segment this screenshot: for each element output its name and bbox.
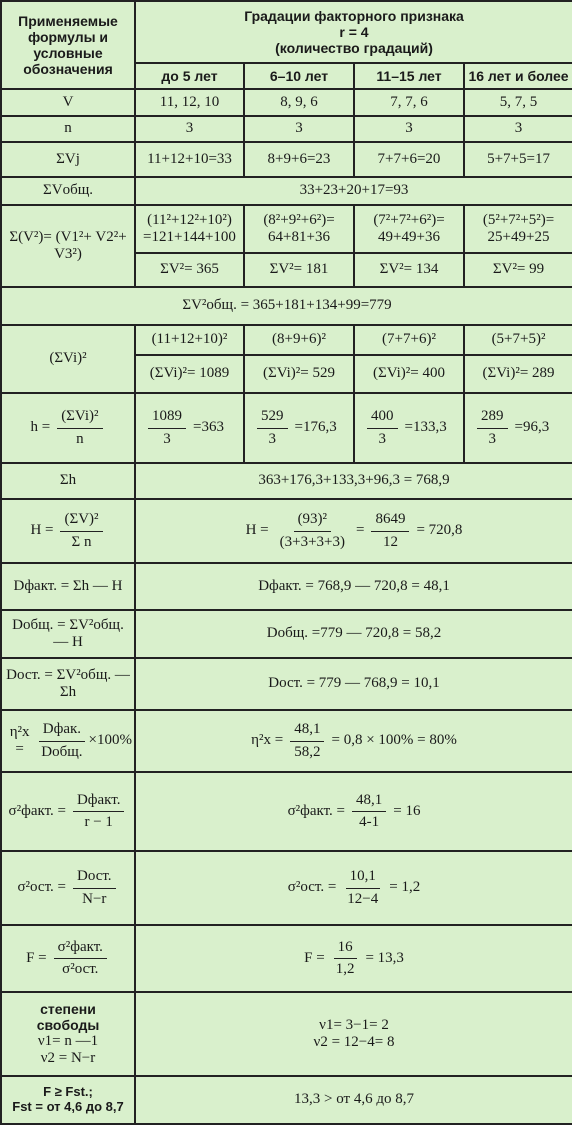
F-value	[135, 925, 572, 992]
cell-sumVi2-res-1: (ΣVi)²= 1089	[135, 355, 244, 393]
cell-n-1: 3	[135, 116, 244, 142]
h-den-4: 3	[488, 430, 496, 447]
formulas-header: Применяемые формулы и условные обозначения	[1, 1, 135, 89]
sost-lhs: σ²ост. =	[287, 879, 337, 896]
row-label-n: n	[1, 116, 135, 142]
sost-label-den: N−r	[82, 890, 107, 907]
h-label-num: (ΣVi)²	[57, 408, 102, 428]
row-label-sfact	[1, 772, 135, 851]
cell-V-3: 7, 7, 6	[354, 89, 464, 116]
row-label-sumVtot: ΣVобщ.	[1, 177, 135, 205]
eta-den: 58,2	[294, 743, 321, 760]
cell-sumV2-expr-1: (11²+12²+10²) =121+144+100	[135, 205, 244, 253]
row-label-h	[1, 393, 135, 463]
H-label-num: (ΣV)²	[60, 511, 102, 531]
Dfact-value: Dфакт. = 768,9 — 720,8 = 48,1	[135, 563, 572, 610]
h-num-3: 400	[367, 408, 398, 428]
cell-sumV2-expr-2: (8²+9²+6²)= 64+81+36	[244, 205, 354, 253]
sost-label-num: Dост.	[73, 868, 116, 888]
dof-label-4: ν2 = N−r	[40, 1050, 96, 1067]
row-label-sumh: Σh	[1, 463, 135, 499]
cell-h-3	[354, 393, 464, 463]
h-den-2: 3	[268, 430, 276, 447]
h-num-4: 289	[477, 408, 508, 428]
row-label-F	[1, 925, 135, 992]
row-label-sumV2: Σ(V²)= (V1²+ V2²+ V3²)	[1, 205, 135, 287]
cell-sumV2-res-3: ΣV²= 134	[354, 253, 464, 287]
F-res: = 13,3	[365, 949, 404, 966]
cell-sumVi2-expr-3: (7+7+6)²	[354, 325, 464, 355]
cell-sumVi2-res-3: (ΣVi)²= 400	[354, 355, 464, 393]
cell-sumV2-res-4: ΣV²= 99	[464, 253, 572, 287]
F-num: 16	[334, 939, 357, 959]
fst-label-1: F ≥ Fst.;	[43, 1084, 93, 1100]
factor-header	[135, 1, 572, 63]
sfact-num: 48,1	[352, 792, 386, 812]
cell-h-1	[135, 393, 244, 463]
H-value	[135, 499, 572, 563]
h-den-1: 3	[163, 430, 171, 447]
cell-sumVi2-expr-4: (5+7+5)²	[464, 325, 572, 355]
dof-val-2: ν2 = 12−4= 8	[313, 1034, 395, 1050]
cell-sumVi2-res-2: (ΣVi)²= 529	[244, 355, 354, 393]
eta-label-tail: ×100%	[88, 732, 132, 749]
col-header-1: до 5 лет	[135, 63, 244, 89]
fst-value: 13,3 > от 4,6 до 8,7	[135, 1076, 572, 1124]
cell-h-4	[464, 393, 572, 463]
sumVtot-value: 33+23+20+17=93	[135, 177, 572, 205]
col-header-3: 11–15 лет	[354, 63, 464, 89]
sfact-den: 4-1	[359, 814, 380, 830]
h-label-den: n	[76, 430, 84, 447]
eta-label-den: Dобщ.	[41, 743, 83, 760]
row-label-Dfact: Dфакт. = Σh — H	[1, 563, 135, 610]
sost-res: = 1,2	[389, 879, 421, 896]
col-header-4: 16 лет и более	[464, 63, 572, 89]
row-label-sumVj: ΣVj	[1, 142, 135, 177]
row-label-V: V	[1, 89, 135, 116]
h-num-1: 1089	[148, 408, 186, 428]
row-label-Dost: Dост. = ΣV²общ. — Σh	[1, 658, 135, 710]
F-den: 1,2	[335, 961, 355, 977]
col-header-2: 6–10 лет	[244, 63, 354, 89]
H-lhs: H =	[245, 522, 269, 539]
cell-V-2: 8, 9, 6	[244, 89, 354, 116]
cell-sumV2-expr-4: (5²+7²+5²)= 25+49+25	[464, 205, 572, 253]
eta-res: = 0,8 × 100% = 80%	[331, 732, 457, 749]
sfact-label-den: r − 1	[84, 814, 113, 830]
H-label-lhs: H =	[30, 522, 54, 539]
cell-n-3: 3	[354, 116, 464, 142]
fst-label-2: Fst = от 4,6 до 8,7	[12, 1099, 124, 1114]
row-label-eta	[1, 710, 135, 772]
factor-r: r = 4	[339, 23, 369, 40]
cell-sumVi2-res-4: (ΣVi)²= 289	[464, 355, 572, 393]
cell-sumV2-res-2: ΣV²= 181	[244, 253, 354, 287]
sumh-value: 363+176,3+133,3+96,3 = 768,9	[135, 463, 572, 499]
factor-title: Градации факторного признака	[244, 7, 464, 24]
h-res-3: =133,3	[404, 419, 447, 436]
h-den-3: 3	[378, 430, 386, 447]
sfact-lhs: σ²факт. =	[287, 802, 345, 819]
H-label-den: Σ n	[71, 533, 92, 550]
h-res-2: =176,3	[294, 419, 337, 436]
cell-h-2	[244, 393, 354, 463]
cell-sumVj-4: 5+7+5=17	[464, 142, 572, 177]
cell-n-4: 3	[464, 116, 572, 142]
sost-value	[135, 851, 572, 925]
sumV2tot-value: ΣV²общ. = 365+181+134+99=779	[1, 287, 572, 325]
cell-V-1: 11, 12, 10	[135, 89, 244, 116]
dof-label-1: степени	[40, 1000, 96, 1017]
sost-label-lhs: σ²ост. =	[17, 879, 66, 896]
Dost-value: Dост. = 779 — 768,9 = 10,1	[135, 658, 572, 710]
row-label-sost	[1, 851, 135, 925]
eta-label-num: Dфак.	[39, 721, 85, 741]
cell-sumVj-3: 7+7+6=20	[354, 142, 464, 177]
sfact-res: = 16	[393, 802, 421, 819]
row-label-Dtot: Dобщ. = ΣV²общ. — H	[1, 610, 135, 658]
dof-value	[135, 992, 572, 1076]
F-label-num: σ²факт.	[54, 939, 107, 959]
eta-label-lhs: η²x =	[9, 723, 30, 757]
dof-val-1: ν1= 3−1= 2	[319, 1016, 389, 1033]
cell-V-4: 5, 7, 5	[464, 89, 572, 116]
dof-label-2: свободы	[36, 1016, 100, 1033]
h-label-frac	[57, 408, 102, 448]
sfact-value	[135, 772, 572, 851]
sfact-label-num: Dфакт.	[73, 792, 124, 812]
H-num2: 8649	[371, 511, 409, 531]
eta-num: 48,1	[290, 721, 324, 741]
row-label-sumVi2: (ΣVi)²	[1, 325, 135, 393]
H-den2: 12	[382, 533, 398, 550]
H-eq: =	[356, 522, 365, 539]
h-label-lhs: h =	[30, 419, 51, 436]
cell-sumVi2-expr-1: (11+12+10)²	[135, 325, 244, 355]
row-label-H	[1, 499, 135, 563]
h-num-2: 529	[257, 408, 288, 428]
dof-label-3: ν1= n —1	[37, 1032, 99, 1049]
cell-n-2: 3	[244, 116, 354, 142]
row-label-dof	[1, 992, 135, 1076]
F-label-den: σ²ост.	[62, 961, 99, 977]
H-den1: (3+3+3+3)	[279, 533, 345, 550]
cell-sumV2-expr-3: (7²+7²+6²)= 49+49+36	[354, 205, 464, 253]
H-num1: (93)²	[294, 511, 332, 531]
H-res: = 720,8	[416, 522, 463, 539]
cell-sumVj-1: 11+12+10=33	[135, 142, 244, 177]
sost-den: 12−4	[347, 890, 379, 907]
Dtot-value: Dобщ. =779 — 720,8 = 58,2	[135, 610, 572, 658]
eta-value	[135, 710, 572, 772]
h-res-1: =363	[193, 419, 224, 436]
factor-count: (количество градаций)	[275, 40, 433, 57]
sfact-label-lhs: σ²факт. =	[8, 802, 66, 819]
cell-sumVi2-expr-2: (8+9+6)²	[244, 325, 354, 355]
cell-sumV2-res-1: ΣV²= 365	[135, 253, 244, 287]
sost-num: 10,1	[346, 868, 380, 888]
h-res-4: =96,3	[514, 419, 550, 436]
cell-sumVj-2: 8+9+6=23	[244, 142, 354, 177]
eta-lhs: η²x =	[251, 732, 284, 749]
F-label-lhs: F =	[26, 949, 47, 966]
F-lhs: F =	[304, 949, 325, 966]
row-label-fst	[1, 1076, 135, 1124]
